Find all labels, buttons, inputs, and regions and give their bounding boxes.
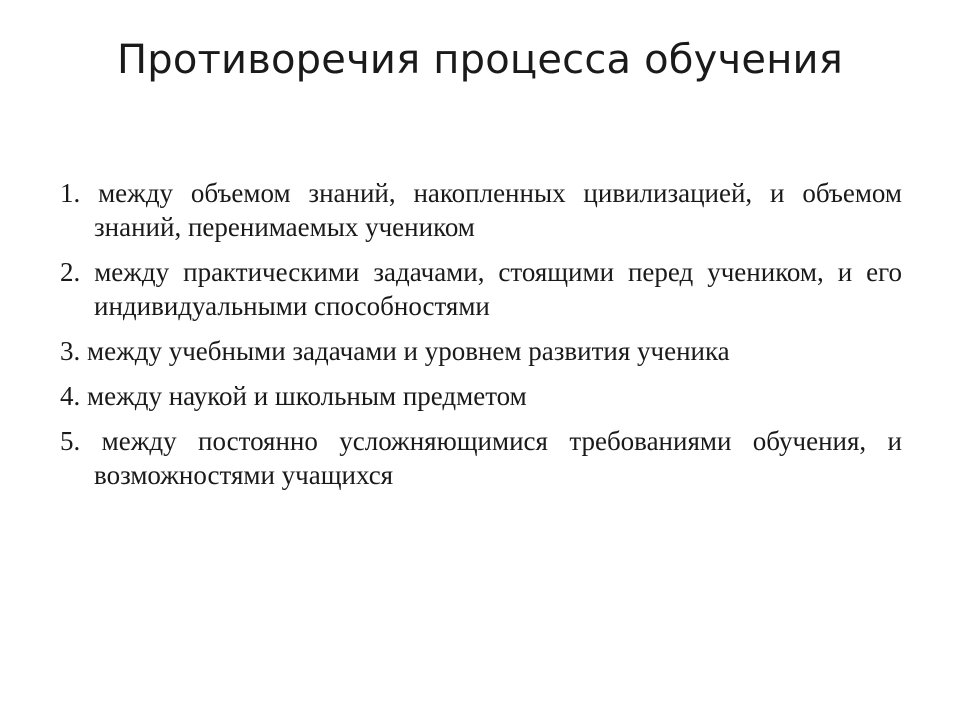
slide-title: Противоречия процесса обучения: [116, 37, 844, 83]
list-item-1: 1. между объемом знаний, накопленных цивилизацией, и объемом знаний, перенимаемых учеником: [60, 178, 902, 242]
list-item-4: 4. между наукой и школьным предметом: [60, 381, 527, 411]
list-item-2: 2. между практическими задачами, стоящими перед учеником, и его индивидуальными способностями: [60, 257, 902, 321]
contradictions-list: [60, 176, 902, 503]
list-item-3: 3. между учебными задачами и уровнем развития ученика: [60, 336, 730, 366]
list-item-5: 5. между постоянно усложняющимися требованиями обучения, и возможностями учащихся: [60, 426, 902, 490]
